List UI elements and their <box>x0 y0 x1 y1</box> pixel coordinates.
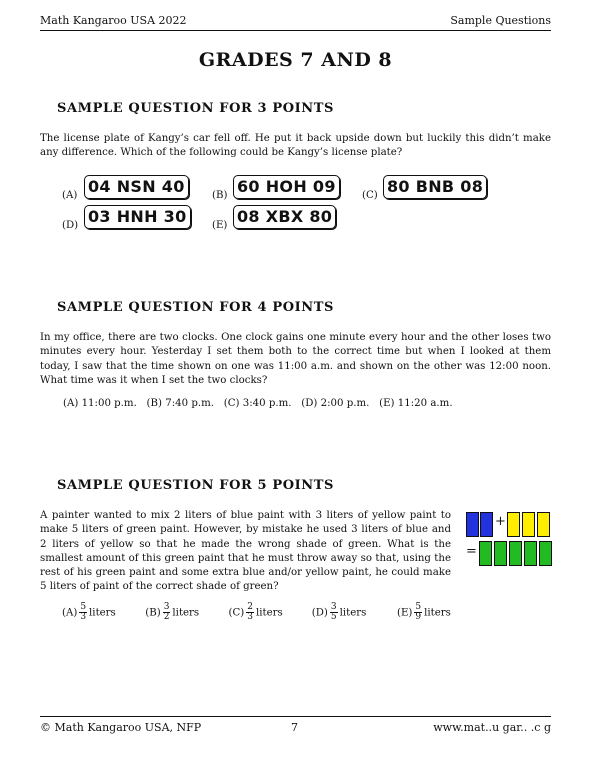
yellow-paint-block <box>537 512 550 537</box>
q3-option-c-label: (C) <box>362 190 378 201</box>
page-title: GRADES 7 AND 8 <box>198 49 393 71</box>
blue-paint-block <box>480 512 493 537</box>
q3-heading: SAMPLE QUESTION FOR 3 POINTS <box>57 101 335 116</box>
green-paint-block <box>494 541 507 566</box>
q3-text: The license plate of Kangy’s car fell off. He put it back upside down but luckily this didn’t make any difference. Which of the following could be Kangy’s license plate? <box>40 133 551 159</box>
q4-option-b[interactable]: (B) 7:40 p.m. <box>146 398 215 409</box>
q5-option-c[interactable]: (C) $\frac{2}{3}$ liters <box>228 602 283 622</box>
q3-option-a-label: (A) <box>62 190 78 201</box>
q5-options <box>62 603 477 622</box>
q5-option-a[interactable]: (A) $\frac{5}{3}$ liters <box>62 602 116 622</box>
q5-option-d[interactable]: (D) $\frac{3}{5}$ liters <box>311 602 367 622</box>
plus-sign: + <box>495 514 506 529</box>
green-paint-block <box>509 541 522 566</box>
q4-heading: SAMPLE QUESTION FOR 4 POINTS <box>57 300 335 315</box>
q3-option-b-plate[interactable]: 60 HOH 09 <box>233 175 340 199</box>
q4-option-c[interactable]: (C) 3:40 p.m. <box>223 398 292 409</box>
footer-copyright: © Math Kangaroo USA, NFP <box>40 721 202 734</box>
q5-text: A painter wanted to mix 2 liters of blue paint with 3 liters of yellow paint to make 5 liters of green paint. However, by mistake he used 3 liters of blue and 2 liters of yellow so that he made the wrong shade of green. What is the smallest amount of this green paint that he must throw away so that, using the rest of his green paint and some extra blue and/or yellow paint, he could make 5 liters of paint of the correct shade of green? <box>40 510 451 593</box>
q4-options <box>63 398 453 409</box>
q5-heading: SAMPLE QUESTION FOR 5 POINTS <box>57 478 335 493</box>
yellow-paint-block <box>507 512 520 537</box>
q4-option-e[interactable]: (E) 11:20 a.m. <box>379 398 453 409</box>
q5-option-b[interactable]: (B) $\frac{3}{2}$ liters <box>145 602 200 622</box>
q3-option-a-plate[interactable]: 04 NSN 40 <box>84 175 189 199</box>
paint-mixing-figure <box>466 510 556 570</box>
yellow-paint-block <box>522 512 535 537</box>
blue-paint-block <box>466 512 479 537</box>
header-right: Sample Questions <box>450 14 551 27</box>
equals-sign: = <box>466 544 477 559</box>
header-rule <box>40 30 551 31</box>
green-paint-block <box>539 541 552 566</box>
q3-option-d-plate[interactable]: 03 HNH 30 <box>84 205 191 229</box>
green-paint-block <box>524 541 537 566</box>
q4-text: In my office, there are two clocks. One clock gains one minute every hour and the other loses two minutes every hour. Yesterday I set them both to the correct time but when I looked at them today, I saw that the time shown on one was 11:00 a.m. and shown on the other was 12:00 noon. What time was it when I set the two clocks? <box>40 332 551 386</box>
q3-option-e-label: (E) <box>212 220 228 231</box>
q4-option-a[interactable]: (A) 11:00 p.m. <box>63 398 137 409</box>
q3-option-d-label: (D) <box>62 220 79 231</box>
page-number: 7 <box>291 721 298 734</box>
q3-option-b-label: (B) <box>212 190 228 201</box>
q5-option-e[interactable]: (E) $\frac{5}{9}$ liters <box>397 602 451 622</box>
footer-rule <box>40 716 551 717</box>
q4-option-d[interactable]: (D) 2:00 p.m. <box>301 398 370 409</box>
q3-option-e-plate[interactable]: 08 XBX 80 <box>233 205 336 229</box>
green-paint-block <box>479 541 492 566</box>
header-left: Math Kangaroo USA 2022 <box>40 14 187 27</box>
q3-option-c-plate[interactable]: 80 BNB 08 <box>383 175 487 199</box>
footer-url[interactable]: www.mat..u gar.. .c g <box>433 721 551 734</box>
